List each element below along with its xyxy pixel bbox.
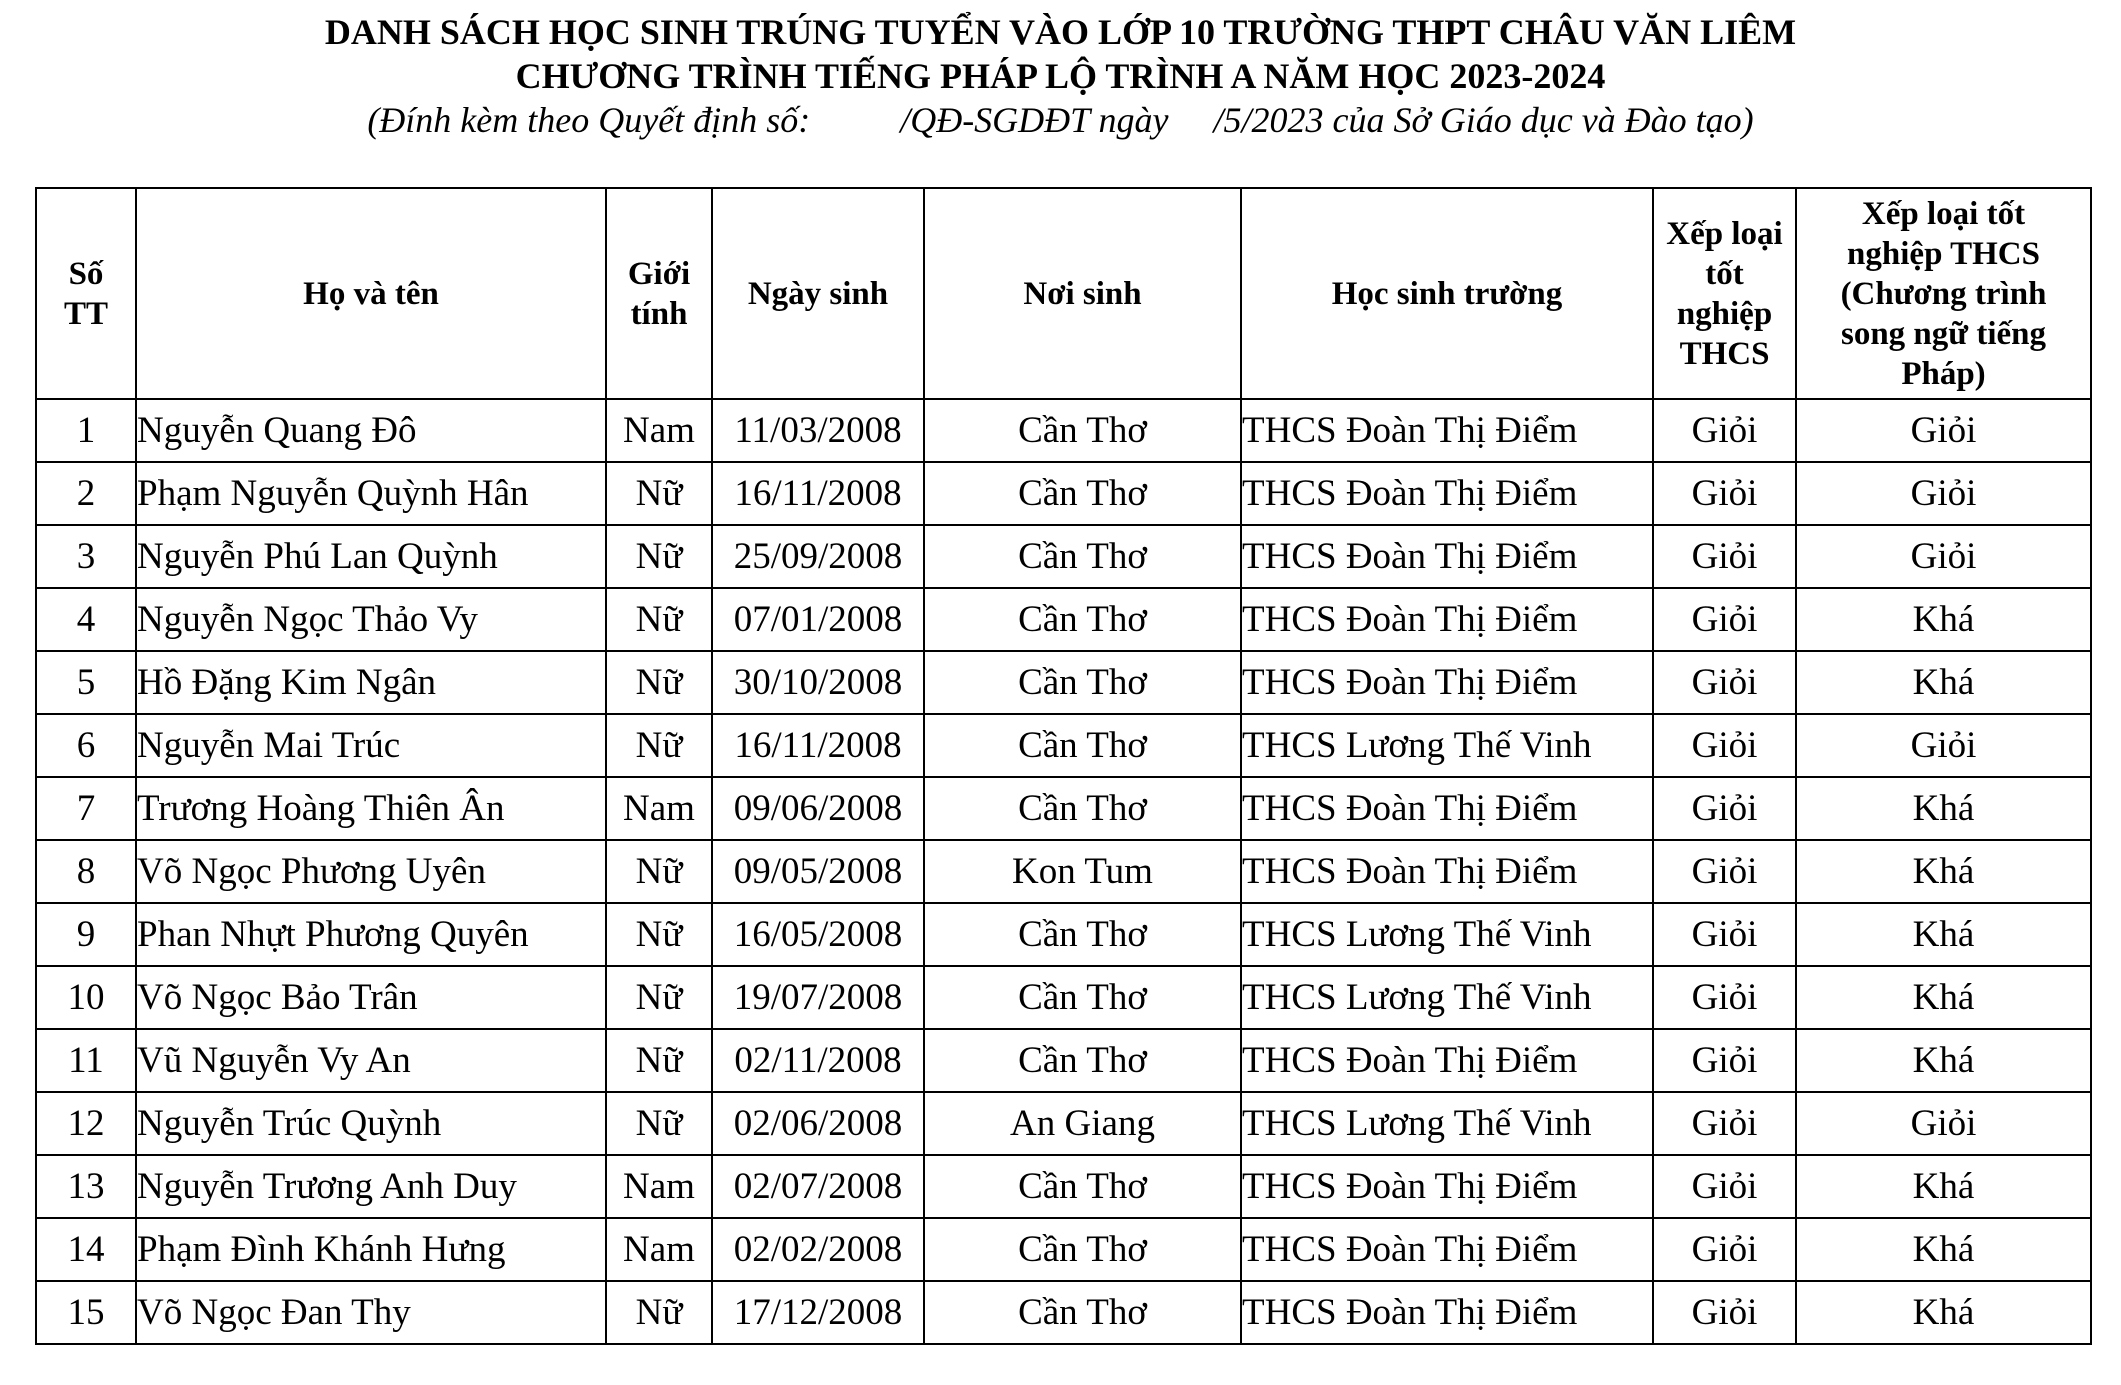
header-name: Họ và tên (136, 188, 606, 399)
cell-gender: Nam (606, 399, 712, 462)
cell-school: THCS Lương Thế Vinh (1241, 714, 1653, 777)
cell-grad-rank-bilingual: Khá (1796, 1218, 2091, 1281)
cell-school: THCS Đoàn Thị Điểm (1241, 462, 1653, 525)
table-row (36, 714, 2091, 777)
cell-grad-rank-bilingual: Khá (1796, 588, 2091, 651)
cell-stt: 1 (36, 399, 136, 462)
cell-school: THCS Đoàn Thị Điểm (1241, 1029, 1653, 1092)
cell-grad-rank-bilingual: Khá (1796, 966, 2091, 1029)
cell-stt: 5 (36, 651, 136, 714)
cell-birthplace: Cần Thơ (924, 399, 1241, 462)
table-body (36, 399, 2091, 1344)
cell-birthplace: Cần Thơ (924, 714, 1241, 777)
cell-grad-rank-bilingual: Khá (1796, 840, 2091, 903)
cell-grad-rank: Giỏi (1653, 1029, 1796, 1092)
cell-school: THCS Đoàn Thị Điểm (1241, 840, 1653, 903)
table-row (36, 1155, 2091, 1218)
cell-gender: Nữ (606, 903, 712, 966)
cell-birthplace: Cần Thơ (924, 966, 1241, 1029)
cell-dob: 02/02/2008 (712, 1218, 924, 1281)
cell-gender: Nam (606, 1218, 712, 1281)
cell-stt: 2 (36, 462, 136, 525)
cell-dob: 11/03/2008 (712, 399, 924, 462)
cell-school: THCS Đoàn Thị Điểm (1241, 588, 1653, 651)
cell-stt: 13 (36, 1155, 136, 1218)
cell-gender: Nữ (606, 840, 712, 903)
cell-gender: Nam (606, 1155, 712, 1218)
document-title-line2: CHƯƠNG TRÌNH TIẾNG PHÁP LỘ TRÌNH A NĂM HỌC 2023-2024 (515, 56, 1606, 96)
cell-grad-rank: Giỏi (1653, 1218, 1796, 1281)
cell-stt: 11 (36, 1029, 136, 1092)
cell-gender: Nữ (606, 588, 712, 651)
table-header (36, 188, 2091, 399)
cell-birthplace: Cần Thơ (924, 462, 1241, 525)
cell-name: Nguyễn Trương Anh Duy (136, 1155, 606, 1218)
cell-grad-rank-bilingual: Khá (1796, 777, 2091, 840)
table-row (36, 1092, 2091, 1155)
cell-grad-rank: Giỏi (1653, 1092, 1796, 1155)
cell-birthplace: Cần Thơ (924, 1218, 1241, 1281)
table-row (36, 1218, 2091, 1281)
cell-name: Nguyễn Trúc Quỳnh (136, 1092, 606, 1155)
cell-grad-rank-bilingual: Giỏi (1796, 525, 2091, 588)
table-row (36, 462, 2091, 525)
table-row (36, 1029, 2091, 1092)
cell-gender: Nữ (606, 1092, 712, 1155)
cell-grad-rank-bilingual: Giỏi (1796, 714, 2091, 777)
document-header (0, 10, 2121, 142)
cell-school: THCS Đoàn Thị Điểm (1241, 1281, 1653, 1344)
cell-grad-rank: Giỏi (1653, 1281, 1796, 1344)
cell-birthplace: An Giang (924, 1092, 1241, 1155)
cell-name: Trương Hoàng Thiên Ân (136, 777, 606, 840)
cell-name: Phạm Nguyễn Quỳnh Hân (136, 462, 606, 525)
cell-stt: 12 (36, 1092, 136, 1155)
cell-grad-rank-bilingual: Khá (1796, 651, 2091, 714)
header-grad-rank: Xếp loại tốt nghiệp THCS (1653, 188, 1796, 399)
cell-gender: Nữ (606, 714, 712, 777)
cell-dob: 02/07/2008 (712, 1155, 924, 1218)
cell-dob: 09/06/2008 (712, 777, 924, 840)
cell-grad-rank: Giỏi (1653, 714, 1796, 777)
cell-dob: 02/11/2008 (712, 1029, 924, 1092)
cell-birthplace: Cần Thơ (924, 651, 1241, 714)
cell-school: THCS Đoàn Thị Điểm (1241, 777, 1653, 840)
header-grad-rank-bilingual: Xếp loại tốt nghiệp THCS (Chương trình song ngữ tiếng Pháp) (1796, 188, 2091, 399)
cell-grad-rank: Giỏi (1653, 903, 1796, 966)
cell-name: Nguyễn Quang Đô (136, 399, 606, 462)
cell-birthplace: Cần Thơ (924, 903, 1241, 966)
cell-name: Võ Ngọc Đan Thy (136, 1281, 606, 1344)
cell-birthplace: Cần Thơ (924, 525, 1241, 588)
cell-dob: 16/11/2008 (712, 462, 924, 525)
cell-name: Nguyễn Mai Trúc (136, 714, 606, 777)
cell-stt: 14 (36, 1218, 136, 1281)
cell-name: Nguyễn Phú Lan Quỳnh (136, 525, 606, 588)
cell-school: THCS Đoàn Thị Điểm (1241, 1218, 1653, 1281)
cell-birthplace: Cần Thơ (924, 1029, 1241, 1092)
cell-grad-rank-bilingual: Khá (1796, 1155, 2091, 1218)
cell-birthplace: Cần Thơ (924, 777, 1241, 840)
document-subtitle: (Đính kèm theo Quyết định số: /QĐ-SGDĐT ngày /5/2023 của Sở Giáo dục và Đào tạo) (367, 100, 1754, 140)
cell-grad-rank-bilingual: Khá (1796, 903, 2091, 966)
header-stt: Số TT (36, 188, 136, 399)
cell-stt: 8 (36, 840, 136, 903)
cell-dob: 19/07/2008 (712, 966, 924, 1029)
header-dob: Ngày sinh (712, 188, 924, 399)
cell-grad-rank-bilingual: Giỏi (1796, 1092, 2091, 1155)
header-row (36, 188, 2091, 399)
cell-gender: Nữ (606, 525, 712, 588)
cell-gender: Nữ (606, 651, 712, 714)
cell-gender: Nữ (606, 462, 712, 525)
cell-birthplace: Cần Thơ (924, 588, 1241, 651)
table-row (36, 966, 2091, 1029)
cell-stt: 10 (36, 966, 136, 1029)
cell-dob: 30/10/2008 (712, 651, 924, 714)
cell-dob: 07/01/2008 (712, 588, 924, 651)
header-birthplace: Nơi sinh (924, 188, 1241, 399)
cell-grad-rank: Giỏi (1653, 588, 1796, 651)
cell-stt: 6 (36, 714, 136, 777)
cell-grad-rank-bilingual: Khá (1796, 1029, 2091, 1092)
cell-dob: 02/06/2008 (712, 1092, 924, 1155)
cell-name: Phan Nhựt Phương Quyên (136, 903, 606, 966)
cell-stt: 4 (36, 588, 136, 651)
cell-birthplace: Cần Thơ (924, 1155, 1241, 1218)
cell-dob: 09/05/2008 (712, 840, 924, 903)
cell-school: THCS Đoàn Thị Điểm (1241, 651, 1653, 714)
cell-school: THCS Lương Thế Vinh (1241, 903, 1653, 966)
table-row (36, 777, 2091, 840)
cell-school: THCS Đoàn Thị Điểm (1241, 1155, 1653, 1218)
header-school: Học sinh trường (1241, 188, 1653, 399)
cell-name: Hồ Đặng Kim Ngân (136, 651, 606, 714)
cell-name: Phạm Đình Khánh Hưng (136, 1218, 606, 1281)
document-title-line1: DANH SÁCH HỌC SINH TRÚNG TUYỂN VÀO LỚP 10 TRƯỜNG THPT CHÂU VĂN LIÊM (324, 12, 1797, 52)
table-row (36, 903, 2091, 966)
cell-grad-rank: Giỏi (1653, 777, 1796, 840)
cell-stt: 7 (36, 777, 136, 840)
cell-name: Vũ Nguyễn Vy An (136, 1029, 606, 1092)
table-row (36, 525, 2091, 588)
cell-grad-rank: Giỏi (1653, 525, 1796, 588)
cell-grad-rank: Giỏi (1653, 399, 1796, 462)
cell-grad-rank: Giỏi (1653, 840, 1796, 903)
student-roster-table (35, 187, 2092, 1345)
cell-stt: 3 (36, 525, 136, 588)
cell-school: THCS Đoàn Thị Điểm (1241, 399, 1653, 462)
cell-grad-rank: Giỏi (1653, 651, 1796, 714)
table-row (36, 1281, 2091, 1344)
cell-stt: 15 (36, 1281, 136, 1344)
cell-gender: Nữ (606, 1281, 712, 1344)
cell-grad-rank-bilingual: Giỏi (1796, 399, 2091, 462)
cell-dob: 16/05/2008 (712, 903, 924, 966)
cell-gender: Nữ (606, 966, 712, 1029)
cell-school: THCS Lương Thế Vinh (1241, 966, 1653, 1029)
cell-dob: 17/12/2008 (712, 1281, 924, 1344)
cell-school: THCS Lương Thế Vinh (1241, 1092, 1653, 1155)
cell-stt: 9 (36, 903, 136, 966)
cell-name: Nguyễn Ngọc Thảo Vy (136, 588, 606, 651)
cell-grad-rank: Giỏi (1653, 462, 1796, 525)
cell-name: Võ Ngọc Bảo Trân (136, 966, 606, 1029)
cell-school: THCS Đoàn Thị Điểm (1241, 525, 1653, 588)
cell-birthplace: Kon Tum (924, 840, 1241, 903)
cell-grad-rank-bilingual: Khá (1796, 1281, 2091, 1344)
cell-gender: Nữ (606, 1029, 712, 1092)
cell-dob: 25/09/2008 (712, 525, 924, 588)
cell-grad-rank: Giỏi (1653, 1155, 1796, 1218)
table-row (36, 840, 2091, 903)
cell-gender: Nam (606, 777, 712, 840)
cell-name: Võ Ngọc Phương Uyên (136, 840, 606, 903)
table-row (36, 651, 2091, 714)
header-gender: Giới tính (606, 188, 712, 399)
cell-dob: 16/11/2008 (712, 714, 924, 777)
table-row (36, 588, 2091, 651)
table-row (36, 399, 2091, 462)
cell-grad-rank: Giỏi (1653, 966, 1796, 1029)
cell-birthplace: Cần Thơ (924, 1281, 1241, 1344)
cell-grad-rank-bilingual: Giỏi (1796, 462, 2091, 525)
